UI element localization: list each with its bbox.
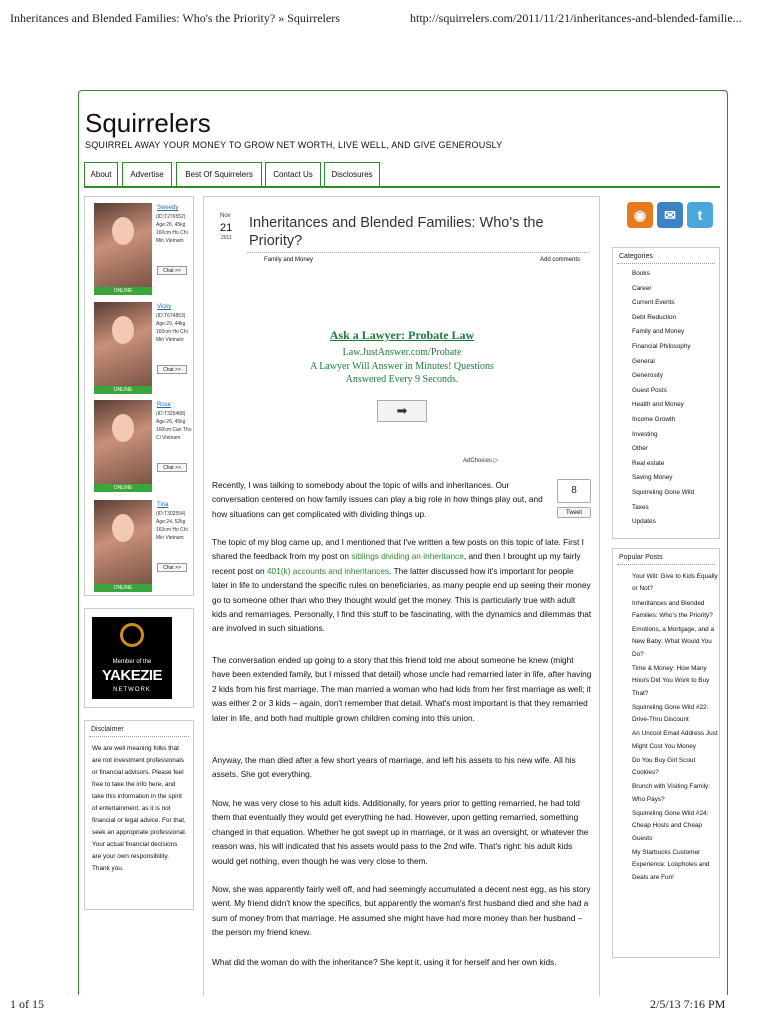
profile-photo[interactable]	[94, 203, 152, 287]
siblings-inheritance-link[interactable]: siblings dividing an inheritance	[351, 551, 464, 562]
yakezie-badge[interactable]	[92, 617, 172, 699]
category-link[interactable]: Saving Money	[632, 474, 673, 482]
post-date-day: 21	[220, 222, 233, 234]
chat-button[interactable]: Chat >>	[157, 266, 187, 275]
category-link[interactable]: Books	[632, 270, 650, 277]
popular-posts-widget	[612, 548, 720, 958]
profile-card[interactable]	[94, 500, 190, 592]
post-paragraph	[212, 535, 592, 636]
post-title[interactable]: Inheritances and Blended Families: Who's the Priority?	[249, 215, 544, 249]
disclaimer-widget	[84, 720, 194, 910]
ad-title[interactable]: Ask a Lawyer: Probate Law	[329, 328, 475, 342]
category-link[interactable]: Income Growth	[632, 415, 676, 423]
popular-posts-heading: Popular Posts	[619, 554, 663, 561]
category-link[interactable]: Health and Money	[632, 401, 684, 409]
profile-info: (ID:T276552) Age:26, 45kg 160cm Ho Chi Min Vietnam	[156, 214, 188, 244]
online-badge: ONLINE	[94, 287, 152, 295]
profile-name[interactable]: Rose	[157, 402, 172, 408]
profile-photo[interactable]	[94, 400, 152, 484]
category-link[interactable]: Family and Money	[632, 328, 685, 336]
popular-post-link[interactable]: Squirreling Gone Wild #22: Drive-Thru Discount	[632, 703, 709, 724]
tweet-button[interactable]: Tweet	[557, 507, 591, 518]
category-link[interactable]: Career	[632, 284, 652, 292]
rss-icon[interactable]: ◉	[627, 202, 653, 228]
profile-card[interactable]	[94, 203, 190, 295]
profile-name[interactable]: Tina	[157, 502, 169, 508]
yakezie-logo-icon	[120, 623, 144, 647]
text-ad[interactable]	[292, 328, 512, 386]
category-link[interactable]: Updates	[632, 518, 656, 526]
print-page-title: Inheritances and Blended Families: Who's the Priority? » Squirrelers	[10, 11, 340, 25]
ad-arrow-button[interactable]: ➡	[377, 400, 427, 422]
post-paragraph: Now, he was very close to his adult kids. Additionally, for years prior to getting remarried, he had told them that eventually they would get everything he had. However, upon getting remarried, something changed in that equation. Whether he got swept up in marriage, or it was an oversight, or whatever the reason was, his will indicated that his assets would pass to the 2nd wife. That's right: his adult kids would get nothing, even though he was very close to them.	[212, 798, 589, 866]
post-paragraph: The conversation ended up going to a story that this friend told me about someone he knew (might have been extended family, but I missed that detail) whose uncle had remarried later in life, after having 2 kids from his first marriage. The man married a woman who had kids from her first marriage as well; it was either 2 or 3 kids – again, don't remember that detail. What's most important is that they remarried later in life, and both had multiple grown children coming into this union.	[212, 655, 592, 723]
popular-post-link[interactable]: Do You Buy Girl Scout Cookies?	[632, 756, 696, 777]
chat-button[interactable]: Chat >>	[157, 365, 187, 374]
site-tagline: SQUIRREL AWAY YOUR MONEY TO GROW NET WORTH, LIVE WELL, AND GIVE GENEROUSLY	[85, 140, 503, 150]
profile-info: (ID:T329468) Age:26, 45kg 160cm Can Tho Ci Vietnam	[156, 411, 192, 441]
nav-tab-best-of[interactable]: Best Of Squirrelers	[176, 162, 262, 186]
paragraph-text: . The latter discussed how it's important for people later in life to understand the specific rules on beneficiaries, as many people end up seeing their money go to someone other than who they thought would get the money. This is particularly true with adult kids and remarriages. Personally, I find this stuff to be fascinating, with the dynamics and dilemmas that are involved in such situations.	[212, 565, 592, 634]
profile-info: (ID:T302554) Age:24, 52kg 163cm Ho Chi Min Vietnam	[156, 511, 188, 541]
category-link[interactable]: Financial Philosophy	[632, 342, 691, 350]
social-icons	[627, 202, 713, 228]
chat-button[interactable]: Chat >>	[157, 563, 187, 572]
disclaimer-heading: Disclaimer	[91, 726, 124, 733]
add-comments-link[interactable]: Add comments	[540, 257, 581, 263]
nav-tab-advertise[interactable]: Advertise	[122, 162, 172, 186]
popular-post-link[interactable]: Brunch with Visiting Family: Who Pays?	[632, 783, 711, 803]
online-badge: ONLINE	[94, 484, 152, 492]
adchoices-link[interactable]: AdChoices ▷	[463, 458, 499, 464]
profile-name[interactable]: Vicky	[157, 304, 172, 310]
profile-card[interactable]	[94, 400, 190, 492]
category-link[interactable]: Squirreling Gone Wild	[632, 488, 695, 496]
print-header	[0, 0, 768, 36]
post-paragraph: Anyway, the man died after a few short years of marriage, and left his assets to his new wife. All his assets. She got everything.	[212, 755, 576, 780]
category-link[interactable]: Debt Reduction	[632, 313, 677, 321]
paragraph-text: , and then I brought up my fairly recent post on	[212, 551, 581, 576]
profile-info: (ID:T674853) Age:20, 44kg 160cm Ho Chi Min Vietnam	[156, 313, 188, 343]
401k-inheritance-link[interactable]: 401(k) accounts and inheritances	[266, 565, 390, 576]
chat-button[interactable]: Chat >>	[157, 463, 187, 472]
yakezie-line2: YAKEZIE	[101, 667, 163, 684]
categories-widget	[612, 247, 720, 539]
print-timestamp: 2/5/13 7:16 PM	[650, 997, 726, 1011]
category-link[interactable]: Other	[632, 445, 648, 453]
popular-post-link[interactable]: Inheritances and Blended Families: Who's the Priority?	[632, 599, 713, 619]
print-footer	[0, 995, 768, 1019]
site-title[interactable]: Squirrelers	[85, 108, 211, 138]
nav-tab-about[interactable]: About	[84, 162, 118, 186]
share-count: 8	[557, 479, 591, 503]
profile-photo[interactable]	[94, 500, 152, 584]
categories-heading: Categories	[619, 253, 653, 260]
online-badge: ONLINE	[94, 584, 152, 592]
main-nav	[84, 162, 720, 188]
post-date-month: Nov	[220, 213, 231, 219]
ad-url[interactable]: Law.JustAnswer.com/Probate	[342, 347, 462, 358]
print-page-url[interactable]: http://squirrelers.com/2011/11/21/inheritances-and-blended-familie...	[410, 11, 742, 25]
paragraph-text: The topic of my blog came up, and I mentioned that I've written a few posts on this topic of late. First I shared the feedback from my post on	[212, 537, 584, 562]
nav-tab-contact[interactable]: Contact Us	[265, 162, 321, 186]
popular-post-link[interactable]: Squirreling Gone Wild #24: Cheap Hosts and Cheap Guests	[632, 809, 709, 842]
post-category[interactable]: Family and Money	[264, 257, 314, 263]
post-date-year: 2011	[221, 235, 232, 241]
print-page-number: 1 of 15	[10, 997, 44, 1011]
category-link[interactable]: Real estate	[632, 459, 665, 467]
yakezie-line1: Member of the	[112, 659, 152, 665]
popular-post-link[interactable]: My Starbucks Customer Experience: Loopholes and Deals are Fun!	[632, 848, 710, 881]
category-link[interactable]: Investing	[632, 430, 658, 438]
online-badge: ONLINE	[94, 386, 152, 394]
popular-post-link[interactable]: Your Will: Give to Kids Equally or Not?	[632, 573, 718, 593]
post-paragraph: Now, she was apparently fairly well off, and had seemingly accumulated a decent nest egg, as his story went. My friend didn't know the specifics, but apparently the woman's first husband died and she had a sum of money from that marriage. He assumed she might have had more money than her husband – the person my friend knew.	[212, 884, 591, 938]
twitter-icon[interactable]: t	[687, 202, 713, 228]
post-paragraph: What did the woman do with the inheritance? She kept it, using it for herself and her own kids.	[212, 957, 557, 967]
email-icon[interactable]: ✉	[657, 202, 683, 228]
popular-post-link[interactable]: Time & Money: How Many Hours Did You Work to Buy That?	[632, 664, 710, 697]
category-link[interactable]: General	[632, 357, 655, 365]
category-link[interactable]: Current Events	[632, 299, 675, 307]
disclaimer-text: We are well meaning folks that are not investment professionals or financial advisors. Please feel free to take the info here, and take this information in the spirit of entertainment, as it is not financial or legal advice. For that, seek an appropriate professional. Your actual financial decisions are your own responsibility. Thank you.	[92, 745, 187, 872]
post-paragraph: Recently, I was talking to somebody about the topic of wills and inheritances. Our conversation centered on how family issues can play a big role in how things play out, and how situations can get complicated with dividing things up.	[212, 480, 543, 519]
popular-post-link[interactable]: Emotions, a Mortgage, and a New Baby: What Would You Do?	[632, 626, 715, 658]
popular-post-link[interactable]: An Uncool Email Address Just Might Cost You Money	[632, 730, 718, 750]
ad-description: A Lawyer Will Answer in Minutes! Questions Answered Every 9 Seconds.	[310, 361, 494, 385]
profile-name[interactable]: Sweedy	[157, 205, 179, 211]
profile-card[interactable]	[94, 302, 190, 394]
yakezie-line3: NETWORK	[113, 687, 151, 693]
category-link[interactable]: Generosity	[632, 372, 663, 380]
profile-photo[interactable]	[94, 302, 152, 386]
category-link[interactable]: Taxes	[632, 503, 649, 511]
category-link[interactable]: Guest Posts	[632, 386, 667, 394]
nav-tab-disclosures[interactable]: Disclosures	[324, 162, 380, 186]
